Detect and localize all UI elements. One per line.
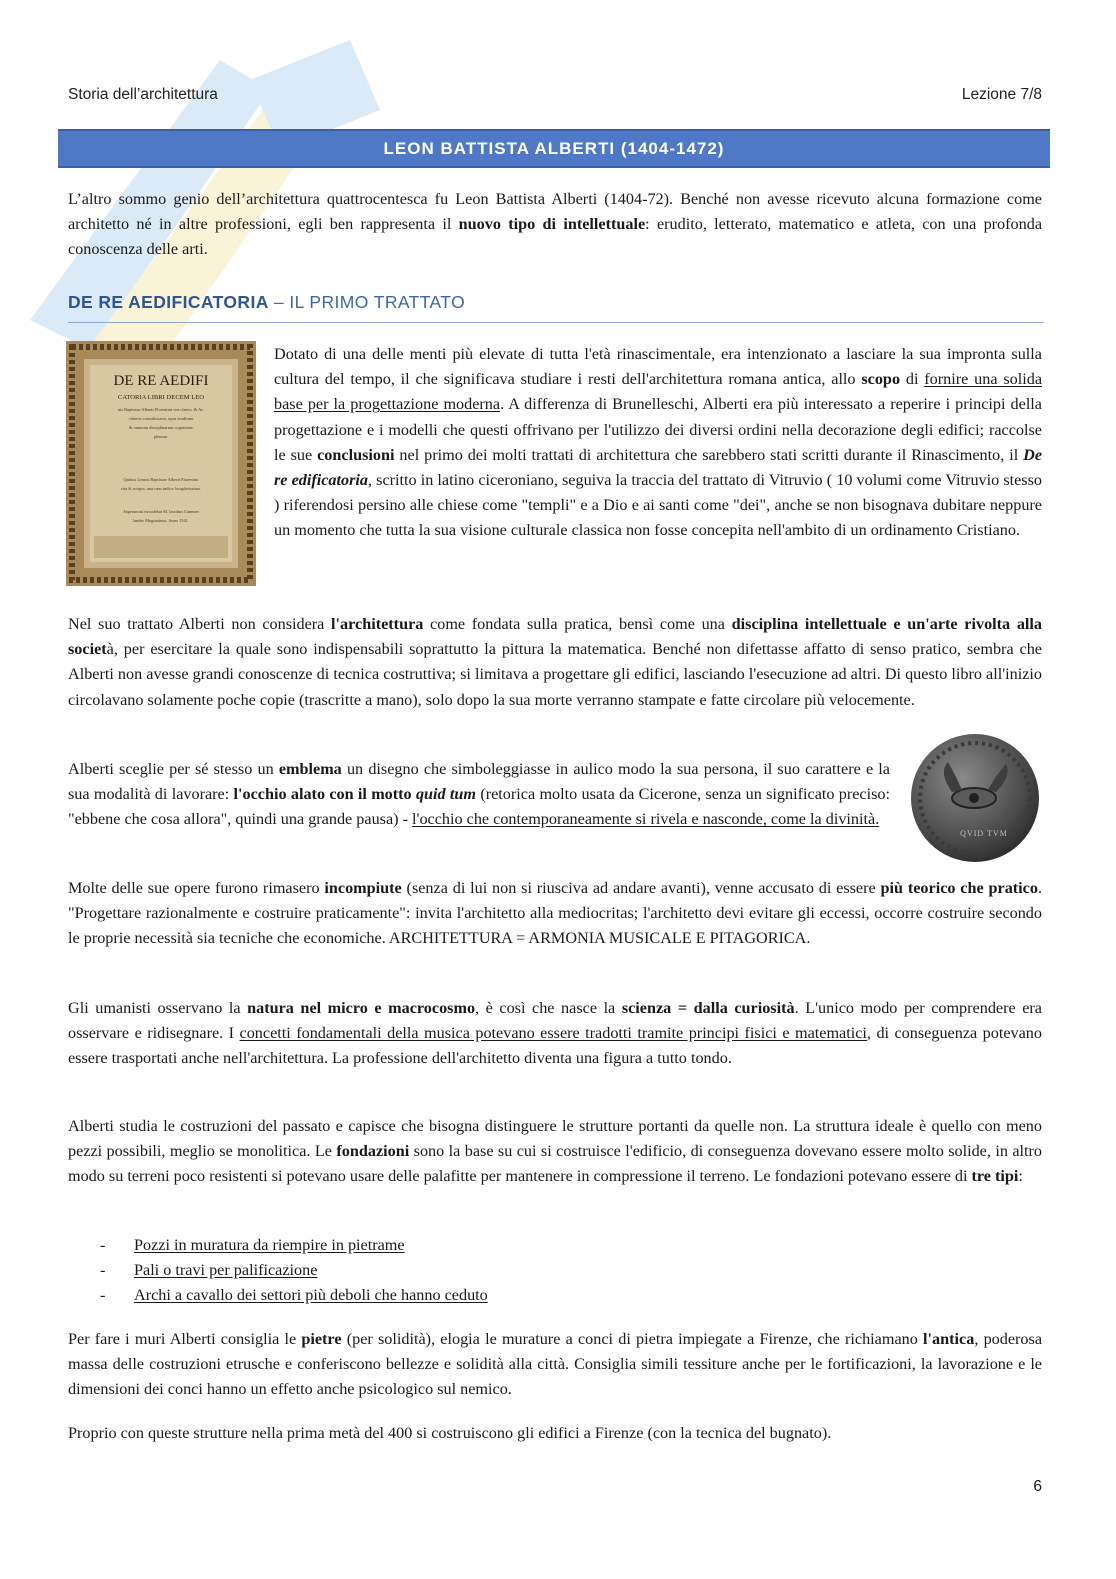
foundations-paragraph: Alberti studia le costruzioni del passato e capisce che bisogna distinguere le strutture portanti da quelle non. La struttura ideale è quello con meno pezzi possibili, meglio se monolitica. Le fondazioni sono la base su cui si costruisce l'edificio, di conseguenza dovevano essere molto solide, in altro modo su terreni poco resistenti si potevano usare delle palafitte per mantenere in compressione il terreno. Le fondazioni potevano essere di tre tipi: xyxy=(68,1117,1043,1186)
book-text-line: & omnium disciplinarum cognitione xyxy=(128,425,194,430)
intro-paragraph: L’altro sommo genio dell’architettura quattrocentesca fu Leon Battista Alberti (1404-72). Benché non avesse ricevuto alcuna formazione come architetto né in altre professioni, egli ben rappresenta il nuovo tipo di intellettuale: erudito, letterato, matematico e atleta, con una profonda conoscenza delle arti. xyxy=(68,190,1043,259)
section-heading: DE RE AEDIFICATORIA – IL PRIMO TRATTATO xyxy=(68,292,1044,323)
page-number: 6 xyxy=(1033,1478,1042,1495)
book-text-line: plenum. xyxy=(153,434,169,439)
header-course-title: Storia dell’architettura xyxy=(68,86,218,103)
book-text-line: lander Moguntinus. Anno 1541. xyxy=(133,518,189,523)
list-item: - Archi a cavallo dei settori più deboli che hanno ceduto xyxy=(68,1283,768,1308)
chapter-title: LEON BATTISTA ALBERTI (1404-1472) xyxy=(383,138,725,158)
book-text-line: Argentorati excudebat M. Iacobus Cammer xyxy=(122,509,200,514)
medal-motto: QVID TVM xyxy=(960,829,1008,838)
book-title-line2: CATORIA LIBRI DECEM LEO xyxy=(117,394,205,401)
winged-eye-medal-image xyxy=(908,732,1042,864)
book-title-line1: DE RE AEDIFI xyxy=(113,373,209,389)
closing-paragraph: Proprio con queste strutture nella prima metà del 400 si costruiscono gli edifici a Firenze (con la tecnica del bugnato). xyxy=(68,1424,832,1442)
book-cover-image xyxy=(66,341,256,586)
emblem-paragraph: Alberti sceglie per sé stesso un emblema un disegno che simboleggiasse in aulico modo la sua persona, il suo carattere e la sua modalità di lavorare: l'occhio alato con il motto quid tum (retorica molto usata da Cicerone, senza un significato preciso: "ebbene che cosa allora", quindi una grande pausa) - l'occhio che contemporaneamente si rivela e nasconde, come la divinità. xyxy=(68,760,891,829)
book-text-line: Quibus Leonis Baptistae Alberti Florentini xyxy=(123,477,199,482)
list-item: - Pozzi in muratura da riempire in pietrame xyxy=(68,1233,768,1258)
treatise-paragraph: Dotato di una delle menti più elevate di tutta l'età rinascimentale, era intenzionato a lasciare la sua impronta sulla cultura del tempo, il che significava studiare i resti dell'architettura romana antica, allo scopo di fornire una solida base per la progettazione moderna. A differenza di Brunelleschi, Alberti era più interessato a reperire i principi della progettazione e i modelli che questi offrivano per l'utilizzo dei diversi ordini nella decorazione degli edifici; raccolse le sue conclusioni nel primo dei molti trattati di architettura che sarebbero stati scritti durante il Rinascimento, il De re edificatoria, scritto in latino ciceroniano, seguiva la traccia del trattato di Vitruvio ( 10 volumi come Vitruvio stesso ) riferendosi persino alle chiese come "templi" e a Dio e ai santi come "dei", anche se non bisognava dubitare neppure un momento che tutta la sua visione culturale classica non fosse concepita nell'ambito di un ordinamento Cristiano. xyxy=(274,345,1042,540)
humanists-paragraph: Gli umanisti osservano la natura nel micro e macrocosmo, è così che nasce la scienza = dalla curiosità. L'unico modo per comprendere era osservare e ridisegnare. I concetti fondamentali della musica potevano essere tradotti tramite principi fisici e matematici, di conseguenza potevano essere trasportati anche nell'architettura. La professione dell'architetto diventa una figura a tutto tondo. xyxy=(68,999,1042,1068)
book-text-line: chitecti consultissimi, opus eruditum xyxy=(128,416,194,421)
book-text-line: vita & scripta, una cum indice locupletissimo. xyxy=(120,486,202,491)
book-text-line: nis Baptistae Alberti Florentini viri clariss. & Ar- xyxy=(117,407,205,412)
walls-paragraph: Per fare i muri Alberti consiglia le pietre (per solidità), elogia le murature a conci di pietra impiegate a Firenze, che richiamano l'antica, poderosa massa delle costruzioni etrusche e conferiscono bellezze e solidità alla città. Consiglia simili tessiture anche per le fortificazioni, la lavorazione e le dimensioni dei conci hanno un effetto anche psicologico sul nemico. xyxy=(68,1330,1043,1399)
chapter-title-bar xyxy=(58,129,1050,168)
architecture-discipline-paragraph: Nel suo trattato Alberti non considera l'architettura come fondata sulla pratica, bensì come una disciplina intellettuale e un'arte rivolta alla società, per esercitare la quale sono indispensabili soprattutto la pittura la matematica. Benché non difettasse affatto di senso pratico, sembra che Alberti non avesse grandi conoscenze di tecnica costruttiva; si limitava a progettare gli edifici, lasciando l'esecuzione ad altri. Di questo libro all'inizio circolavano solamente poche copie (trascritte a mano), solo dopo la sua morte verranno stampate e fatte circolare più velocemente. xyxy=(68,615,1043,709)
header-lesson-number: Lezione 7/8 xyxy=(961,86,1042,103)
incomplete-works-paragraph: Molte delle sue opere furono rimasero incompiute (senza di lui non si riusciva ad andare avanti), venne accusato di essere più teorico che pratico. "Progettare razionalmente e costruire praticamente": invita l'architetto alla mediocritas; l'architetto devi evitare gli eccessi, occorre costruire secondo le proprie necessità sia tecniche che economiche. ARCHITETTURA = ARMONIA MUSICALE E PITAGORICA. xyxy=(68,879,1043,948)
foundation-types-list xyxy=(68,1233,768,1308)
list-item: - Pali o travi per palificazione xyxy=(68,1258,768,1283)
